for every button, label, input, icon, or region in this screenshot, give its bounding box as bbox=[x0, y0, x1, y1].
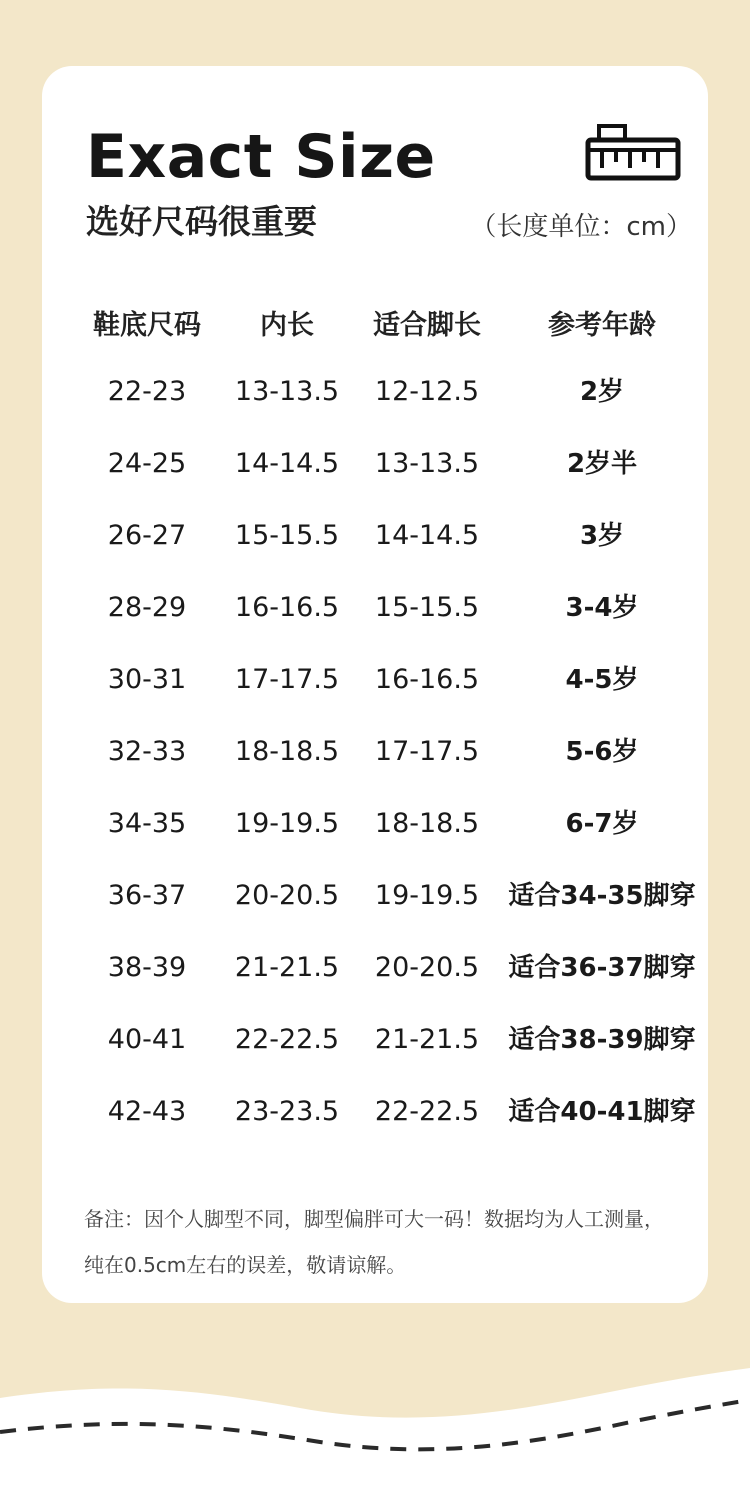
header-age: 参考年龄 bbox=[548, 310, 656, 341]
cell-inner-length: 19-19.5 bbox=[234, 808, 340, 839]
cell-foot-length: 17-17.5 bbox=[374, 736, 480, 767]
table-header bbox=[42, 296, 708, 356]
header-inner-length: 内长 bbox=[260, 310, 314, 341]
cell-sole-size: 38-39 bbox=[107, 952, 187, 983]
cell-sole-size: 34-35 bbox=[107, 808, 187, 839]
cell-inner-length: 23-23.5 bbox=[234, 1096, 340, 1127]
footnote bbox=[84, 1196, 704, 1288]
cell-age: 适合36-37脚穿 bbox=[508, 953, 696, 983]
cell-sole-size: 30-31 bbox=[107, 664, 187, 695]
table-row bbox=[42, 1010, 708, 1082]
cell-age: 4-5岁 bbox=[565, 665, 639, 695]
decorative-wave bbox=[0, 1350, 750, 1500]
cell-inner-length: 18-18.5 bbox=[234, 736, 340, 767]
cell-age: 2岁 bbox=[579, 377, 625, 407]
table-row bbox=[42, 722, 708, 794]
cell-sole-size: 24-25 bbox=[107, 448, 187, 479]
cell-inner-length: 22-22.5 bbox=[234, 1024, 340, 1055]
cell-age: 5-6岁 bbox=[565, 737, 639, 767]
cell-foot-length: 13-13.5 bbox=[374, 448, 480, 479]
cell-foot-length: 14-14.5 bbox=[374, 520, 480, 551]
cell-foot-length: 20-20.5 bbox=[374, 952, 480, 983]
cell-sole-size: 26-27 bbox=[107, 520, 187, 551]
cell-sole-size: 28-29 bbox=[107, 592, 187, 623]
cell-age: 适合34-35脚穿 bbox=[508, 881, 696, 911]
cell-age: 适合40-41脚穿 bbox=[508, 1097, 696, 1127]
cell-age: 3-4岁 bbox=[565, 593, 639, 623]
cell-inner-length: 13-13.5 bbox=[234, 376, 340, 407]
cell-inner-length: 20-20.5 bbox=[234, 880, 340, 911]
cell-foot-length: 22-22.5 bbox=[374, 1096, 480, 1127]
table-row bbox=[42, 794, 708, 866]
subtitle: 选好尺码很重要 bbox=[86, 202, 317, 241]
cell-foot-length: 16-16.5 bbox=[374, 664, 480, 695]
cell-inner-length: 16-16.5 bbox=[234, 592, 340, 623]
cell-foot-length: 15-15.5 bbox=[374, 592, 480, 623]
cell-sole-size: 32-33 bbox=[107, 736, 187, 767]
footnote-line-1: 备注：因个人脚型不同，脚型偏胖可大一码！数据均为人工测量， bbox=[84, 1207, 664, 1231]
cell-inner-length: 15-15.5 bbox=[234, 520, 340, 551]
header-foot-length: 适合脚长 bbox=[373, 310, 481, 341]
cell-sole-size: 22-23 bbox=[107, 376, 187, 407]
footnote-line-2: 纯在0.5cm左右的误差，敬请谅解。 bbox=[84, 1253, 407, 1277]
cell-sole-size: 36-37 bbox=[107, 880, 187, 911]
unit-note: （长度单位：cm） bbox=[470, 212, 692, 242]
cell-inner-length: 14-14.5 bbox=[234, 448, 340, 479]
cell-inner-length: 17-17.5 bbox=[234, 664, 340, 695]
cell-age: 2岁半 bbox=[566, 449, 638, 479]
table-row bbox=[42, 506, 708, 578]
cell-age: 6-7岁 bbox=[565, 809, 639, 839]
table-row bbox=[42, 650, 708, 722]
header-sole-size: 鞋底尺码 bbox=[93, 310, 201, 341]
page-title: Exact Size bbox=[86, 122, 436, 192]
cell-age: 3岁 bbox=[579, 521, 625, 551]
ruler-icon bbox=[585, 124, 681, 182]
cell-sole-size: 42-43 bbox=[107, 1096, 187, 1127]
cell-foot-length: 18-18.5 bbox=[374, 808, 480, 839]
table-row bbox=[42, 1082, 708, 1154]
cell-foot-length: 12-12.5 bbox=[374, 376, 480, 407]
cell-foot-length: 21-21.5 bbox=[374, 1024, 480, 1055]
table-row bbox=[42, 362, 708, 434]
cell-sole-size: 40-41 bbox=[107, 1024, 187, 1055]
size-table bbox=[42, 296, 708, 1154]
table-row bbox=[42, 938, 708, 1010]
cell-age: 适合38-39脚穿 bbox=[508, 1025, 696, 1055]
table-row bbox=[42, 866, 708, 938]
cell-inner-length: 21-21.5 bbox=[234, 952, 340, 983]
table-row bbox=[42, 578, 708, 650]
cell-foot-length: 19-19.5 bbox=[374, 880, 480, 911]
table-row bbox=[42, 434, 708, 506]
